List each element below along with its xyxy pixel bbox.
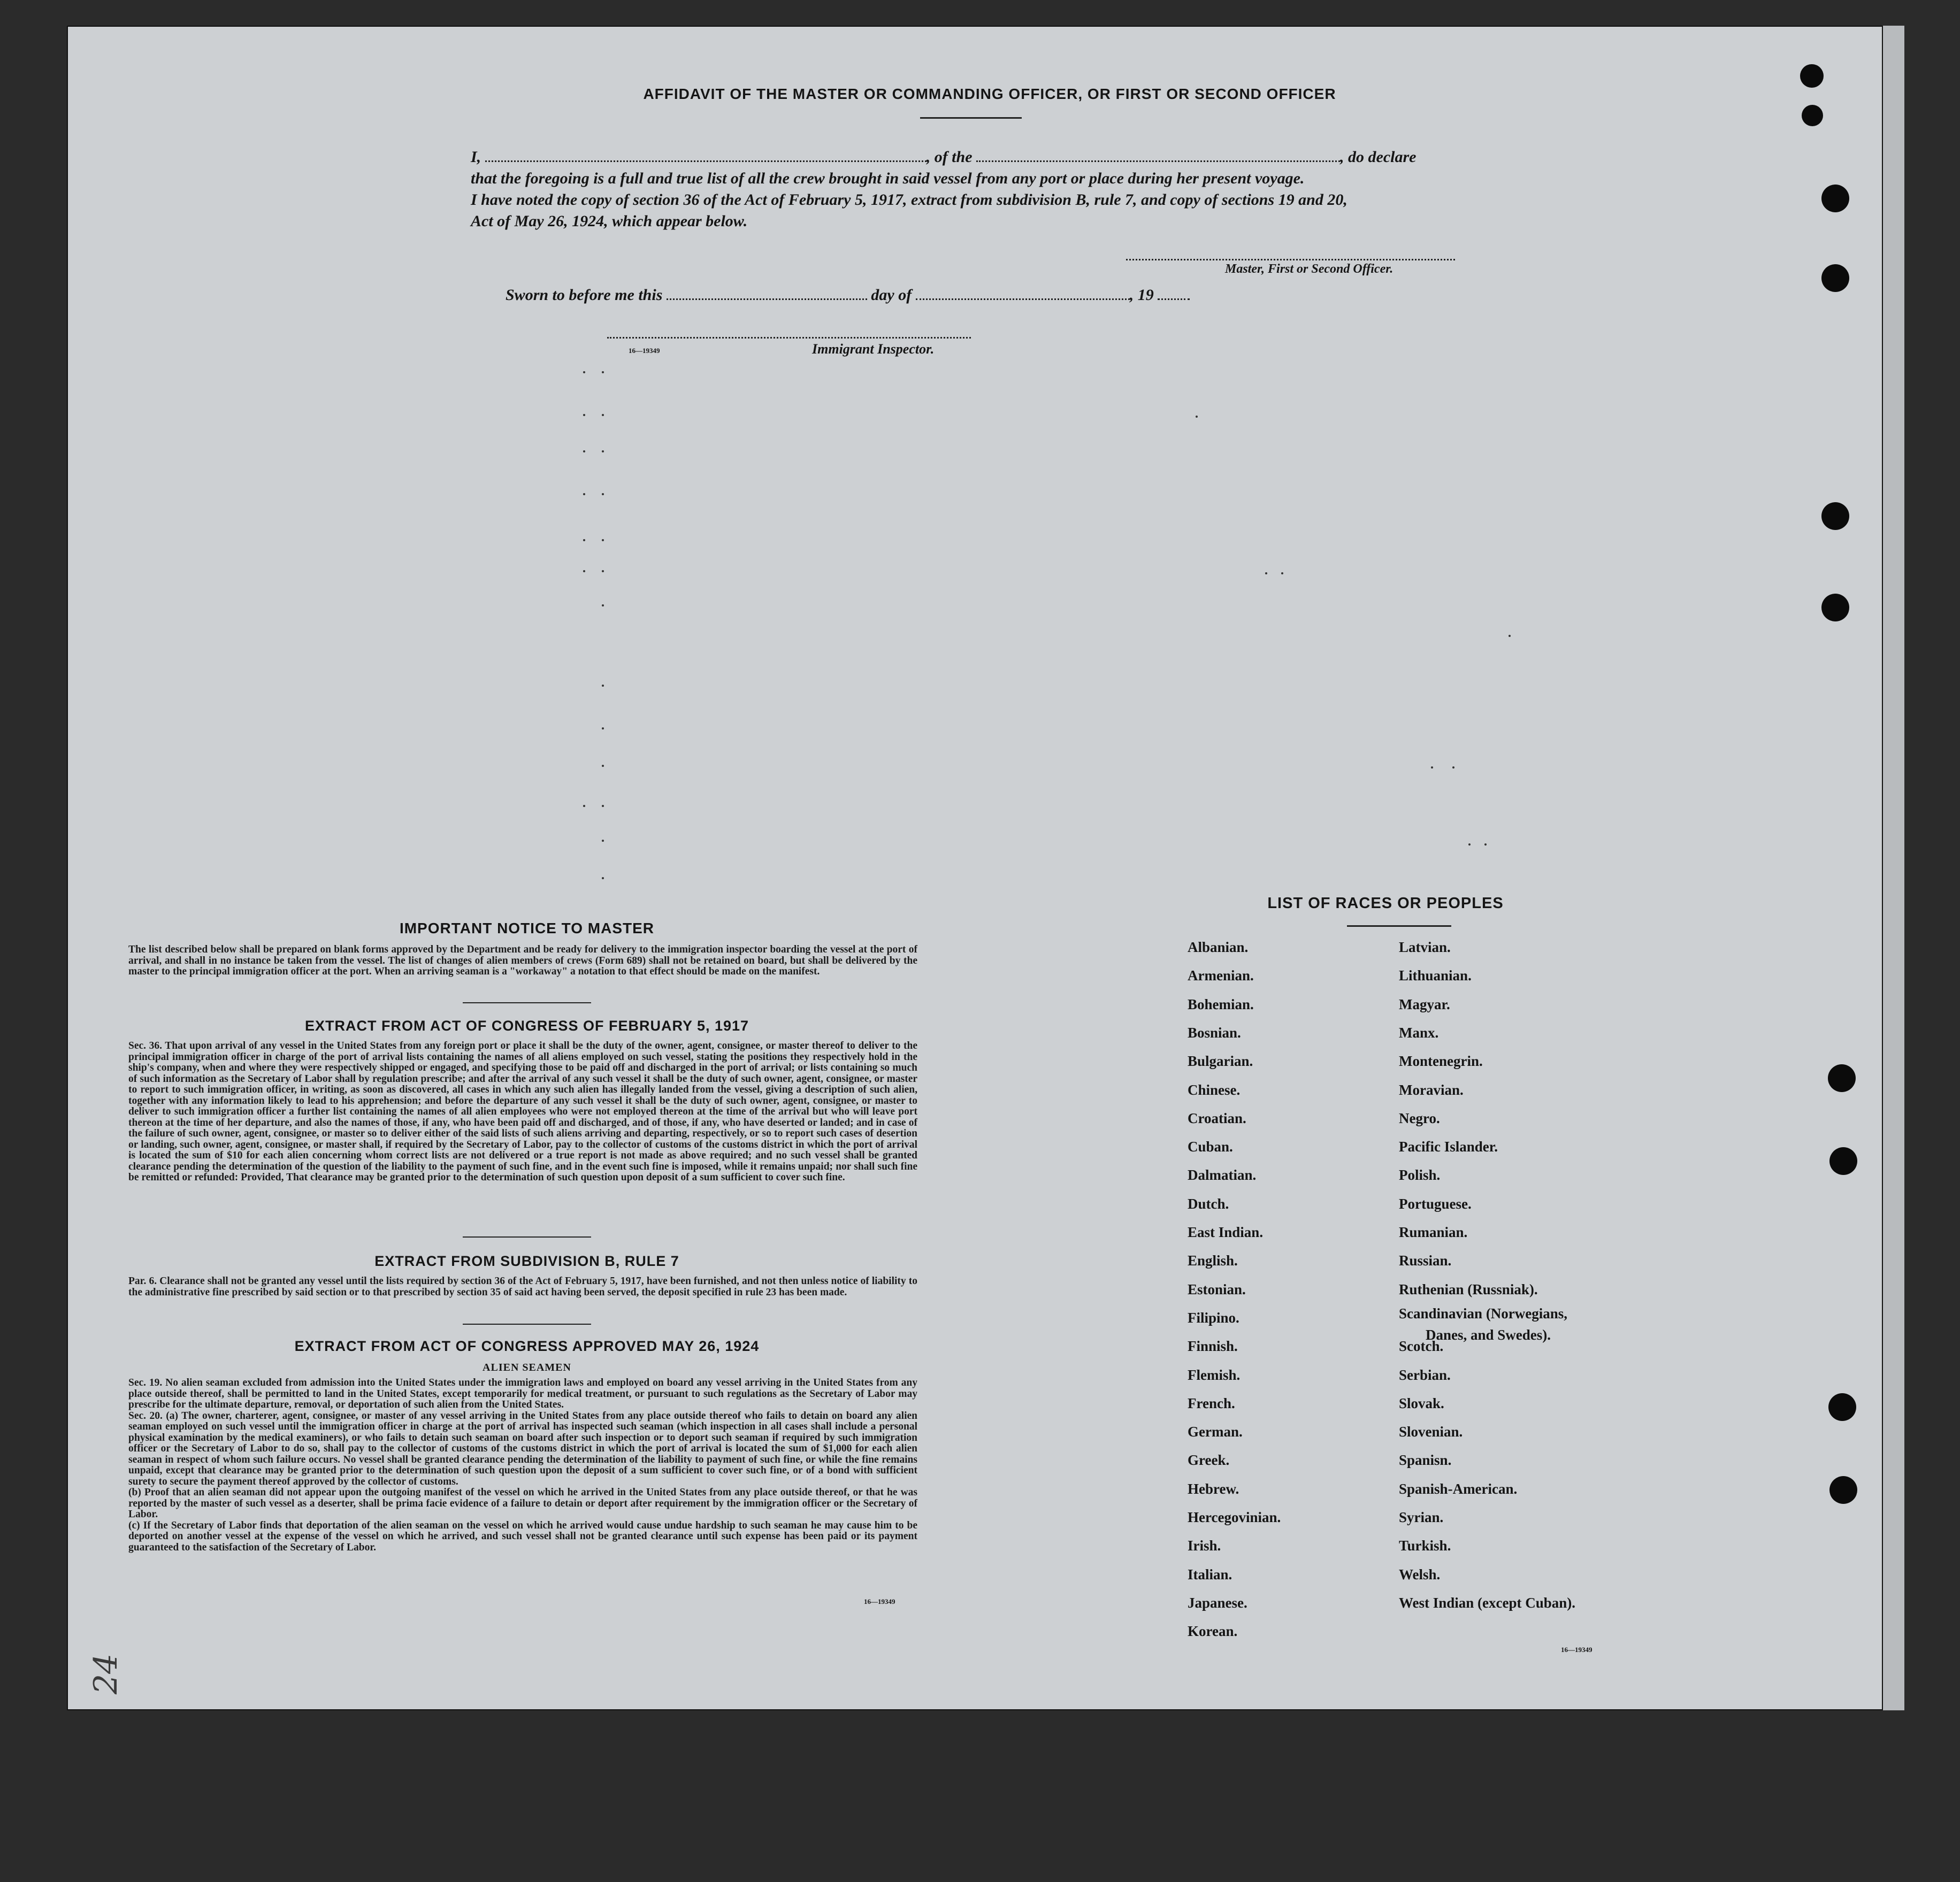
stray-mark: [583, 450, 585, 452]
stray-mark: [602, 493, 604, 495]
punch-hole: [1800, 64, 1824, 88]
race-item: Armenian.: [1188, 967, 1254, 984]
stray-mark: [602, 727, 604, 729]
stray-mark: [1509, 635, 1511, 637]
sec-19: Sec. 19. No alien seaman excluded from admission into the United States under the immigration laws and employed on board any vessel arriving in the United States from any place outside thereof, shall be permitted to land in the United States, except temporarily for medical treatment, or pursuant to such regulations as the Secretary of Labor may prescribe for the ultimate departure, removal, or deportation of such alien from the United States.: [128, 1377, 917, 1410]
stray-mark: [583, 570, 585, 572]
race-item: Negro.: [1399, 1110, 1440, 1126]
notice-body: The list described below shall be prepared on blank forms approved by the Department and be ready for delivery to the immigration inspector boarding the vessel at the port of arrival, and shall in no instance be taken from the vessel. The list of changes of alien members of crews (Form 689) shall not be retained on board, but shall be delivered by the master to the principal immigration officer at the port. When an arriving seaman is a "workaway" a notation to that effect should be made on the manifest.: [128, 944, 917, 977]
extract-1917-body: Sec. 36. That upon arrival of any vessel in the United States from any foreign port or place it shall be the duty of the owner, agent, consignee, or master thereof to deliver to the principal immigration officer in charge of the port of arrival lists containing the names of all aliens employed on such vessel, stating the positions they respectively hold in the ship's company, when and where they were respectively shipped or engaged, and specifying those to be paid off and discharged in the port of arrival; or lists containing so much of such information as the Secretary of Labor shall by regulation prescribe; and after the arrival of any such vessel it shall be the duty of such owner, agent, consignee, or master to report to such immigration officer, in writing, as soon as discovered, all cases in which any such alien has illegally landed from the vessel, giving a description of such alien, together with any information likely to lead to his apprehension; and before the departure of any such vessel it shall be the duty of such owner, agent, consignee, or master to deliver to such immigration officer a further list containing the names of all alien employees who were not employed thereon at the time of the arrival but who will leave port thereon at the time of her departure, and also the names of those, if any, who have been paid off and discharged, and of those, if any, who have deserted or landed; and in case of the failure of such owner, agent, consignee, or master so to deliver either of the said lists of such aliens arriving and departing, respectively, or so to report such cases of desertion or landing, such owner, agent, consignee, or master shall, if required by the Secretary of Labor, pay to the collector of customs of the customs district in which the port of arrival is located the sum of $10 for each alien concerning whom correct lists are not delivered or a true report is not made as above required; and no such vessel shall be granted clearance pending the determination of the question of the liability to the payment of such fine, and in the event such fine is imposed, while it remains unpaid; nor shall such fine be remitted or refunded: Provided, That clearance may be granted prior to the determination of such question upon deposit of a sum sufficient to cover such fine.: [128, 1040, 917, 1183]
race-item: Filipino.: [1188, 1309, 1239, 1326]
declaration-line-4: Act of May 26, 1924, which appear below.: [471, 212, 748, 230]
affidavit-declaration: [471, 147, 1476, 232]
race-item: Pacific Islander.: [1399, 1139, 1498, 1155]
race-item: English.: [1188, 1253, 1238, 1269]
sworn-day-blank[interactable]: [667, 298, 867, 300]
race-item: Irish.: [1188, 1538, 1221, 1554]
extract-1924-title: EXTRACT FROM ACT OF CONGRESS APPROVED MAY 26, 1924: [294, 1338, 760, 1354]
affidavit-title: AFFIDAVIT OF THE MASTER OR COMMANDING OFFICER, OR FIRST OR SECOND OFFICER: [643, 86, 1336, 102]
race-item: West Indian (except Cuban).: [1399, 1594, 1576, 1611]
extract-1924-body: [128, 1378, 917, 1553]
race-item: Portuguese.: [1399, 1195, 1472, 1212]
race-item: Syrian.: [1399, 1509, 1444, 1525]
vessel-name-blank[interactable]: [976, 160, 1340, 162]
sec-20a: Sec. 20. (a) The owner, charterer, agent, consignee, or master of any vessel arriving in the United States from any place outside thereof who fails to detain on board any alien seaman employed on such vessel until the immigration officer in charge at the port of arrival has inspected such seaman (which inspection in all cases shall include a personal physical examination by the medical examiners), or who fails to detain such seaman on board after such inspection or to deport such seaman if required by such immigration officer or the Secretary of Labor to do so, shall pay to the collector of customs of the customs district in which the port of arrival is located the sum of $1,000 for each alien seaman in respect of whom such failure occurs. No vessel shall be granted clearance pending the determination of the liability to payment of such fine, or while the fine remains unpaid, except that clearance may be granted prior to the determination of such question upon the deposit of a sum sufficient to cover such fine, or of a bond with sufficient surety to secure the payment thereof approved by the collector of customs.: [128, 1410, 917, 1487]
race-item: Flemish.: [1188, 1366, 1241, 1383]
sworn-month-blank[interactable]: [916, 298, 1130, 300]
race-item: Cuban.: [1188, 1139, 1233, 1155]
stray-mark: [602, 604, 604, 606]
do-declare-label: , do declare: [1340, 148, 1417, 166]
race-item: Dalmatian.: [1188, 1167, 1257, 1184]
race-item: East Indian.: [1188, 1224, 1264, 1240]
handwritten-margin-note: 24: [87, 1653, 125, 1695]
race-item: Russian.: [1399, 1253, 1452, 1269]
sworn-year-blank[interactable]: [1158, 298, 1190, 300]
extract-1917-title: EXTRACT FROM ACT OF CONGRESS OF FEBRUARY 5, 1917: [304, 1018, 749, 1034]
punch-hole: [1821, 185, 1849, 212]
races-divider: [1347, 925, 1451, 927]
extract-rule7-title: EXTRACT FROM SUBDIVISION B, RULE 7: [374, 1253, 679, 1269]
extract-rule7-body: Par. 6. Clearance shall not be granted any vessel until the lists required by section 36 of the Act of February 5, 1917, have been furnished, and not then unless notice of liability to the administrative fine prescribed by said section or to that prescribed by section 35 of said act having been served, the deposit specified in rule 23 has been made.: [128, 1276, 917, 1298]
race-item: Korean.: [1188, 1623, 1238, 1640]
stray-mark: [583, 539, 585, 541]
extract-form-number: 16—19349: [864, 1597, 895, 1606]
section-divider: [463, 1002, 591, 1003]
section-divider: [463, 1324, 591, 1325]
stray-mark: [602, 414, 604, 416]
stray-mark: [602, 450, 604, 452]
declaration-line-1: [471, 147, 1476, 168]
race-item: Polish.: [1399, 1167, 1441, 1184]
section-divider: [463, 1236, 591, 1238]
affidavit-form-number: 16—19349: [629, 347, 660, 355]
race-item: Slovak.: [1399, 1395, 1444, 1411]
race-item: Lithuanian.: [1399, 967, 1472, 984]
year-label: , 19: [1129, 286, 1154, 304]
punch-hole: [1821, 594, 1849, 621]
punch-hole: [1828, 1393, 1856, 1421]
sworn-line: [506, 286, 1190, 304]
race-item: Bohemian.: [1188, 996, 1254, 1012]
stray-mark: [602, 570, 604, 572]
declaration-line-2: that the foregoing is a full and true list of all the crew brought in said vessel from any port or place during her present voyage.: [471, 170, 1305, 187]
race-item: Moravian.: [1399, 1081, 1464, 1098]
race-item: German.: [1188, 1424, 1243, 1440]
stray-mark: [1431, 766, 1433, 769]
race-item: Japanese.: [1188, 1594, 1247, 1611]
race-item: Ruthenian (Russniak).: [1399, 1281, 1538, 1297]
race-item: Croatian.: [1188, 1110, 1246, 1126]
race-item: Estonian.: [1188, 1281, 1246, 1297]
sworn-label: Sworn to before me this: [506, 286, 663, 304]
stray-mark: [1196, 416, 1198, 418]
stray-mark: [602, 539, 604, 541]
race-item: Latvian.: [1399, 939, 1451, 955]
stray-mark: [583, 414, 585, 416]
race-item: Turkish.: [1399, 1538, 1451, 1554]
race-item: Hercegovinian.: [1188, 1509, 1281, 1525]
stray-mark: [602, 371, 604, 373]
stray-mark: [1452, 766, 1454, 769]
stray-mark: [583, 493, 585, 495]
punch-hole: [1829, 1147, 1857, 1175]
stray-mark: [602, 840, 604, 842]
race-item: Bulgarian.: [1188, 1053, 1253, 1070]
race-item: Spanisn.: [1399, 1452, 1452, 1469]
declaration-line-3: I have noted the copy of section 36 of the Act of February 5, 1917, extract from subdivision B, rule 7, and copy of sections 19 and 20,: [471, 191, 1348, 209]
stray-mark: [602, 805, 604, 807]
sec-20b: (b) Proof that an alien seaman did not appear upon the outgoing manifest of the vessel on which he arrived in the United States from any place outside thereof, or that he was reported by the master of such vessel as a deserter, shall be prima facie evidence of a failure to detain or deport after requirement by the immigration officer or the Secretary of Labor.: [128, 1487, 917, 1520]
race-item: Scandinavian (Norwegians,: [1399, 1305, 1568, 1322]
i-label: I,: [471, 148, 481, 166]
stray-mark: [1281, 572, 1283, 574]
punch-hole: [1821, 264, 1849, 292]
master-signature-label: Master, First or Second Officer.: [1225, 262, 1394, 276]
race-item: French.: [1188, 1395, 1235, 1411]
punch-hole: [1821, 502, 1849, 530]
race-item: Manx.: [1399, 1024, 1439, 1041]
race-item: Montenegrin.: [1399, 1053, 1483, 1070]
inspector-signature-line[interactable]: [607, 337, 971, 339]
stray-mark: [1265, 572, 1267, 574]
race-item: Spanish-American.: [1399, 1480, 1518, 1497]
race-item: Magyar.: [1399, 996, 1450, 1012]
races-form-number: 16—19349: [1561, 1646, 1592, 1654]
title-divider: [920, 117, 1022, 119]
race-item: Finnish.: [1188, 1338, 1238, 1355]
master-signature-line[interactable]: [1126, 259, 1455, 260]
race-item: Scotch.: [1399, 1338, 1444, 1355]
race-item: Chinese.: [1188, 1081, 1241, 1098]
stray-mark: [1484, 843, 1487, 846]
race-item: Welsh.: [1399, 1566, 1441, 1583]
punch-hole: [1829, 1476, 1857, 1504]
day-of-label: day of: [871, 286, 912, 304]
race-item: Danes, and Swedes).: [1426, 1326, 1551, 1343]
notice-title: IMPORTANT NOTICE TO MASTER: [399, 920, 655, 936]
race-item: Italian.: [1188, 1566, 1232, 1583]
races-title: LIST OF RACES OR PEOPLES: [1267, 895, 1504, 912]
race-item: Hebrew.: [1188, 1480, 1239, 1497]
race-item: Serbian.: [1399, 1366, 1451, 1383]
page-edge: [1883, 26, 1904, 1710]
race-item: Albanian.: [1188, 939, 1249, 955]
race-item: Dutch.: [1188, 1195, 1229, 1212]
stray-mark: [1468, 843, 1471, 846]
punch-hole: [1828, 1064, 1856, 1092]
stray-mark: [602, 685, 604, 687]
punch-hole: [1802, 105, 1823, 126]
inspector-label: Immigrant Inspector.: [812, 341, 935, 357]
of-the-label: , of the: [926, 148, 973, 166]
stray-mark: [583, 805, 585, 807]
race-item: Slovenian.: [1399, 1424, 1463, 1440]
race-item: Bosnian.: [1188, 1024, 1241, 1041]
stray-mark: [583, 371, 585, 373]
stray-mark: [602, 877, 604, 879]
sec-20c: (c) If the Secretary of Labor finds that deportation of the alien seaman on the vessel on which he arrived would cause undue hardship to such seaman he may cause him to be deported on another vessel at the expense of the vessel on which he arrived, and such vessel shall not be granted clearance until such expense has been paid or its payment guaranteed to the satisfaction of the Secretary of Labor.: [128, 1519, 917, 1553]
extract-1924-subtitle: ALIEN SEAMEN: [483, 1362, 571, 1373]
race-item: Rumanian.: [1399, 1224, 1468, 1240]
race-item: Greek.: [1188, 1452, 1230, 1469]
stray-mark: [602, 765, 604, 767]
name-blank[interactable]: [485, 160, 927, 162]
